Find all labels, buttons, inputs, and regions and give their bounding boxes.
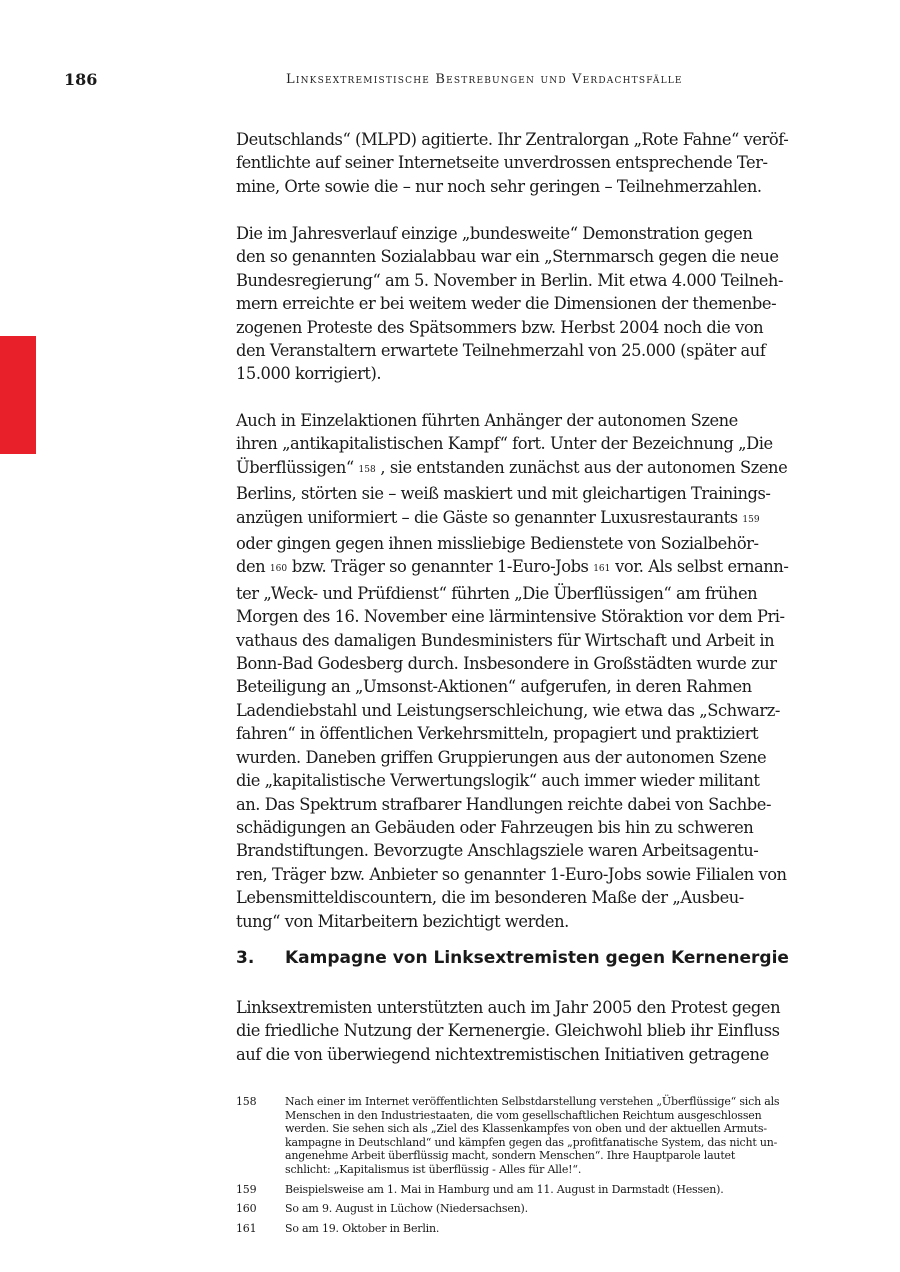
text-line: mern erreichte er bei weitem weder die Dimensionen der themenbe- (236, 294, 777, 314)
footnote-line: Nach einer im Internet veröffentlichten Selbstdarstellung verstehen „Überflüssige“ sich als (285, 1095, 780, 1108)
text-line: ter „Weck- und Prüfdienst“ führten „Die Überflüssigen“ am frühen (236, 583, 758, 603)
footnote-text (285, 1095, 816, 1177)
footnote-number: 160 (236, 1202, 257, 1216)
text-segment: den (236, 557, 270, 577)
paragraph-1 (236, 128, 811, 198)
text-line: Morgen des 16. November eine lärmintensive Störaktion vor dem Pri- (236, 607, 785, 627)
footnote (236, 1222, 816, 1236)
text-line: an. Das Spektrum strafbarer Handlungen reichte dabei von Sachbe- (236, 794, 772, 814)
text-line: Berlins, störten sie – weiß maskiert und mit gleichartigen Trainings- (236, 484, 771, 504)
footnotes (236, 1095, 816, 1241)
text-line: Bonn-Bad Godesberg durch. Insbesondere in Großstädten wurde zur (236, 654, 777, 674)
footnote-line: So am 9. August in Lüchow (Niedersachsen). (285, 1202, 528, 1216)
text-line: tung“ von Mitarbeitern bezichtigt werden. (236, 911, 569, 931)
text-line: den so genannten Sozialabbau war ein „Sternmarsch gegen die neue (236, 247, 779, 267)
text-line: zogenen Proteste des Spätsommers bzw. Herbst 2004 noch die von (236, 317, 764, 337)
paragraph-2 (236, 222, 811, 386)
text-line: mine, Orte sowie die – nur noch sehr geringen – Teilnehmerzahlen. (236, 176, 762, 196)
section-title: Kampagne von Linksextremisten gegen Kernenergie (285, 948, 789, 968)
text-line: Brandstiftungen. Bevorzugte Anschlagsziele waren Arbeitsagentu- (236, 841, 759, 861)
text-segment: , sie entstanden zunächst aus der autonomen Szene (375, 457, 788, 477)
text-line: Auch in Einzelaktionen führten Anhänger der autonomen Szene (236, 411, 738, 430)
footnote-line: So am 19. Oktober in Berlin. (285, 1221, 440, 1235)
text-line: 15.000 korrigiert). (236, 364, 382, 384)
text-line: oder gingen gegen ihnen missliebige Bedienstete von Sozialbehör- (236, 534, 759, 554)
section-paragraph (236, 996, 811, 1066)
footnote-line: angenehme Arbeit überflüssig macht, sondern Menschen“. Ihre Hauptparole lautet (285, 1149, 736, 1163)
text-line: wurden. Daneben griffen Gruppierungen aus der autonomen Szene (236, 747, 767, 767)
footnote-reference: 161 (593, 564, 611, 575)
footnote-text (285, 1183, 816, 1197)
footnote-line: Beispielsweise am 1. Mai in Hamburg und am 11. August in Darmstadt (Hessen). (285, 1182, 724, 1196)
text-line: Deutschlands“ (MLPD) agitierte. Ihr Zentralorgan „Rote Fahne“ veröf- (236, 130, 789, 149)
text-segment: anzügen uniformiert – die Gäste so genannter Luxusrestaurants (236, 507, 743, 527)
running-head: Linksextremistische Bestrebungen und Verdachtsfälle (286, 72, 683, 87)
text-segment: vor. Als selbst ernann- (610, 557, 789, 577)
text-segment: Überflüssigen“ (236, 457, 359, 477)
text-line: Lebensmitteldiscountern, die im besonderen Maße der „Ausbeu- (236, 888, 744, 908)
text-line: den Veranstaltern erwartete Teilnehmerzahl von 25.000 (später auf (236, 341, 766, 361)
section-number: 3. (236, 948, 255, 968)
page-number: 186 (64, 70, 98, 89)
text-line: die friedliche Nutzung der Kernenergie. Gleichwohl blieb ihr Einfluss (236, 1021, 780, 1041)
text-line: fentlichte auf seiner Internetseite unverdrossen entsprechende Ter- (236, 153, 768, 173)
text-line: ihren „antikapitalistischen Kampf“ fort. Unter der Bezeichnung „Die (236, 434, 773, 454)
text-line: Ladendiebstahl und Leistungserschleichung, wie etwa das „Schwarz- (236, 700, 780, 720)
text-line: Beteiligung an „Umsonst-Aktionen“ aufgerufen, in deren Rahmen (236, 677, 752, 697)
footnote-reference: 160 (269, 564, 288, 575)
section-heading (236, 948, 789, 968)
footnote-number: 159 (236, 1182, 257, 1196)
footnote-text (285, 1202, 816, 1216)
footnote (236, 1183, 816, 1197)
footnote-line: werden. Sie sehen sich als „Ziel des Klassenkampfes von oben und der aktuellen Armuts- (285, 1122, 767, 1136)
footnote-line: kampagne in Deutschland“ und kämpfen gegen das „profitfanatische System, das nicht un- (285, 1135, 778, 1149)
text-line: Die im Jahresverlauf einzige „bundesweite“ Demonstration gegen (236, 224, 753, 243)
text-line: schädigungen an Gebäuden oder Fahrzeugen bis hin zu schweren (236, 817, 754, 837)
footnote (236, 1202, 816, 1216)
text-line: die „kapitalistische Verwertungslogik“ auch immer wieder militant (236, 771, 760, 791)
footnote-number: 158 (236, 1095, 257, 1108)
chapter-tab-marker (0, 336, 36, 454)
footnote-reference: 158 (358, 464, 376, 475)
text-line (236, 456, 811, 482)
text-line (236, 555, 811, 581)
text-line: vathaus des damaligen Bundesministers für Wirtschaft und Arbeit in (236, 630, 775, 650)
text-line: ren, Träger bzw. Anbieter so genannter 1-Euro-Jobs sowie Filialen von (236, 864, 787, 884)
text-line (236, 506, 811, 532)
footnote-reference: 159 (742, 514, 760, 525)
footnote-number: 161 (236, 1221, 257, 1235)
footnote-line: schlicht: „Kapitalismus ist überflüssig - Alles für Alle!“. (285, 1162, 582, 1176)
footnote-text (285, 1222, 816, 1236)
text-line: fahren“ in öffentlichen Verkehrsmitteln, propagiert und praktiziert (236, 724, 759, 744)
text-line: auf die von überwiegend nichtextremistischen Initiativen getragene (236, 1044, 769, 1064)
footnote-line: Menschen in den Industriestaaten, die vom gesellschaftlichen Reichtum ausgeschlossen (285, 1108, 762, 1122)
text-line: Linksextremisten unterstützten auch im Jahr 2005 den Protest gegen (236, 998, 781, 1017)
text-line: Bundesregierung“ am 5. November in Berlin. Mit etwa 4.000 Teilneh- (236, 270, 784, 290)
paragraph-3 (236, 409, 811, 933)
text-segment: bzw. Träger so genannter 1-Euro-Jobs (287, 557, 594, 577)
footnote (236, 1095, 816, 1177)
